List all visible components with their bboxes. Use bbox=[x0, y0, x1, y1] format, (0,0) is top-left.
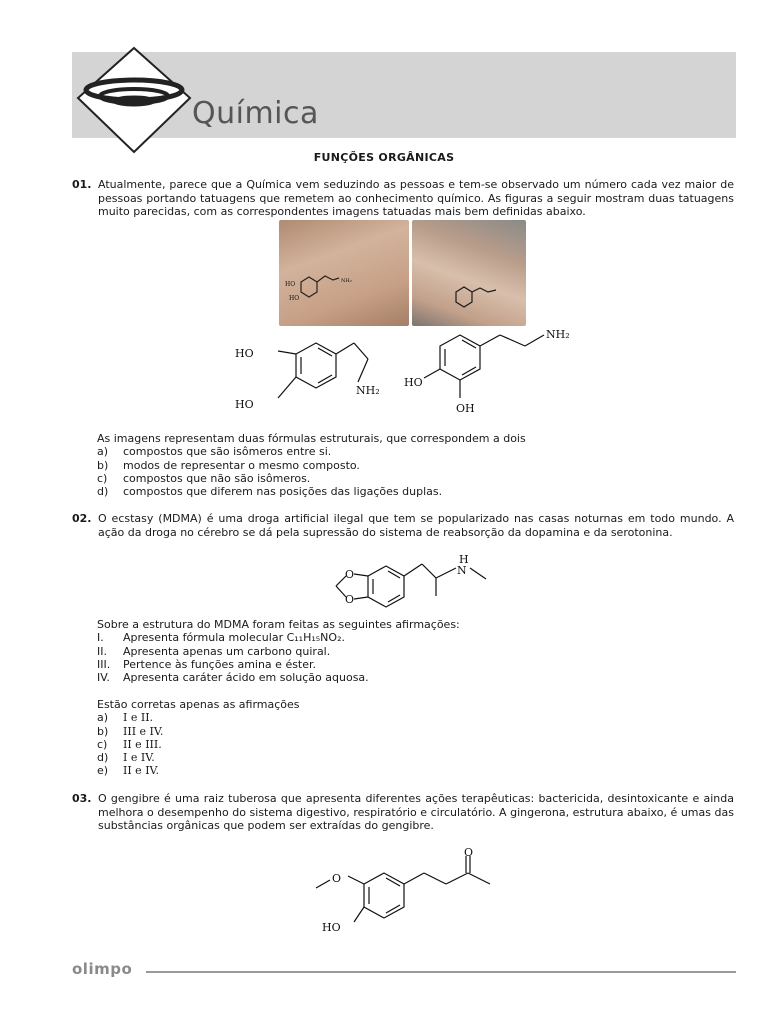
option-d: d) compostos que diferem nas posições das ligações duplas. bbox=[97, 485, 443, 499]
statement-i: I. Apresenta fórmula molecular C₁₁H₁₅NO₂. bbox=[97, 631, 345, 645]
statement-iii: III. Pertence às funções amina e éster. bbox=[97, 657, 317, 671]
option-a: a) compostos que são isômeros entre si. bbox=[97, 445, 332, 459]
option-b: b) III e IV. bbox=[97, 724, 164, 738]
option-d: d) I e IV. bbox=[97, 751, 155, 765]
mdma-structure bbox=[312, 552, 492, 618]
question-text: Atualmente, parece que a Química vem seduzindo as pessoas e tem-se observado um número cada vez maior de pessoas portando tatuagens que remetem ao conhecimento químico. As figuras a seguir mostram duas tatuagens muito parecidas, com as correspondentes imagens tatuadas mais bem definidas abaixo. bbox=[98, 178, 734, 218]
statements-intro: Sobre a estrutura do MDMA foram feitas as seguintes afirmações: bbox=[97, 618, 460, 631]
question-number: 03. bbox=[72, 792, 92, 805]
gingerone-structure bbox=[308, 842, 508, 938]
option-c: c) II e III. bbox=[97, 737, 162, 751]
label-o: O bbox=[345, 593, 355, 606]
label-ho: HO bbox=[322, 921, 341, 934]
section-title: FUNÇÕES ORGÂNICAS bbox=[313, 151, 455, 164]
footer-divider bbox=[146, 971, 736, 973]
label-h: H bbox=[459, 553, 469, 566]
q1-answers bbox=[97, 432, 697, 498]
question-stem: Estão corretas apenas as afirmações bbox=[97, 698, 300, 711]
question-number: 01. bbox=[72, 178, 92, 191]
structure-left bbox=[278, 343, 368, 398]
subject-title: Química bbox=[192, 96, 319, 131]
option-e: e) II e IV. bbox=[97, 764, 160, 778]
label-nh2: NH₂ bbox=[546, 328, 570, 341]
label-ho: HO bbox=[235, 398, 254, 411]
svg-text:NH₂: NH₂ bbox=[341, 278, 352, 284]
label-ho: HO bbox=[404, 376, 423, 389]
statement-iv: IV. Apresenta caráter ácido em solução aquosa. bbox=[97, 671, 369, 685]
option-a: a) I e II. bbox=[97, 711, 154, 725]
question-1 bbox=[72, 178, 734, 219]
label-o: O bbox=[332, 872, 342, 885]
svg-text:HO: HO bbox=[285, 281, 296, 288]
label-o: O bbox=[464, 846, 474, 859]
q2-answers bbox=[97, 698, 697, 778]
tattoo-photo-wrist bbox=[412, 220, 526, 326]
label-o: O bbox=[345, 568, 355, 581]
question-stem: As imagens representam duas fórmulas estruturais, que correspondem a dois bbox=[97, 432, 526, 445]
structure-right bbox=[424, 335, 544, 398]
q1-structural-formulas bbox=[230, 326, 590, 418]
question-2 bbox=[72, 512, 734, 539]
q2-statements bbox=[97, 618, 697, 684]
question-text: O ecstasy (MDMA) é uma droga artificial ilegal que tem se popularizado nas casas noturnas em todo mundo. A ação da droga no cérebro se dá pela supressão do sistema de reabsorção da dopamina e da serotonina. bbox=[98, 512, 734, 539]
olimpo-logo bbox=[74, 46, 194, 154]
label-ho: HO bbox=[235, 347, 254, 360]
label-nh2: NH₂ bbox=[356, 384, 380, 397]
footer-brand: olimpo bbox=[72, 960, 133, 978]
label-oh: OH bbox=[456, 402, 475, 415]
option-c: c) compostos que não são isômeros. bbox=[97, 471, 311, 485]
question-3 bbox=[72, 792, 734, 833]
option-b: b) modos de representar o mesmo composto. bbox=[97, 458, 360, 472]
question-number: 02. bbox=[72, 512, 92, 525]
svg-text:HO: HO bbox=[289, 295, 300, 302]
question-text: O gengibre é uma raiz tuberosa que apresenta diferentes ações terapêuticas: bactericida, desintoxicante e ainda melhora o desempenho do sistema digestivo, respiratório e circulatório. A gingerona, estrutura abaixo, é umas das substâncias orgânicas que podem ser extraídas do gengibre. bbox=[98, 792, 734, 832]
label-n: N bbox=[457, 564, 467, 577]
tattoo-photo-neck bbox=[279, 220, 409, 326]
statement-ii: II. Apresenta apenas um carbono quiral. bbox=[97, 644, 331, 658]
